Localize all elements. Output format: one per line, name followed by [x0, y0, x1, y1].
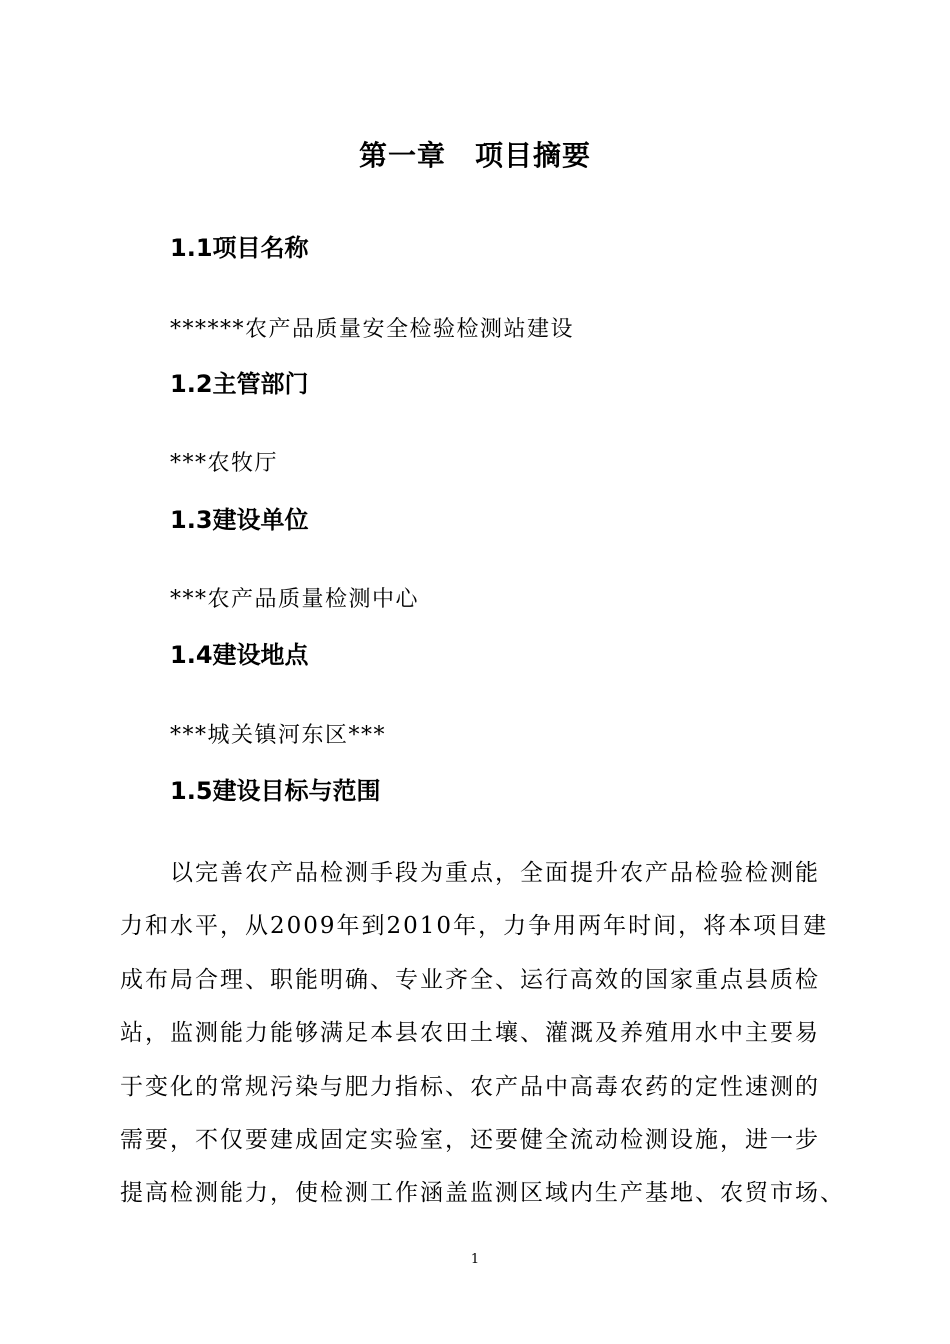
section-heading-location: 1.4建设地点: [170, 641, 309, 669]
paragraph-line: 站，监测能力能够满足本县农田土壤、灌溉及养殖用水中主要易: [120, 1020, 820, 1046]
paragraph-line: 力和水平，从2009年到2010年，力争用两年时间，将本项目建: [120, 913, 829, 939]
section-heading-goals-scope: 1.5建设目标与范围: [170, 777, 381, 805]
paragraph-line: 成布局合理、职能明确、专业齐全、运行高效的国家重点县质检: [120, 967, 820, 993]
chapter-title: 第一章 项目摘要: [358, 139, 591, 172]
paragraph-line: 需要，不仅要建成固定实验室，还要健全流动检测设施，进一步: [120, 1127, 820, 1153]
paragraph-line: 提高检测能力，使检测工作涵盖监测区域内生产基地、农贸市场、: [120, 1180, 845, 1206]
location-value: ***城关镇河东区***: [170, 723, 387, 748]
construction-unit-value: ***农产品质量检测中心: [170, 587, 420, 612]
section-heading-project-name: 1.1项目名称: [170, 234, 309, 262]
project-name-value: ******农产品质量安全检验检测站建设: [170, 317, 575, 342]
page-number: 1: [470, 1252, 480, 1267]
section-heading-construction-unit: 1.3建设单位: [170, 506, 309, 534]
department-value: ***农牧厅: [170, 451, 279, 476]
paragraph-line: 以完善农产品检测手段为重点，全面提升农产品检验检测能: [170, 860, 820, 886]
section-heading-department: 1.2主管部门: [170, 370, 309, 398]
paragraph-line: 于变化的常规污染与肥力指标、农产品中高毒农药的定性速测的: [120, 1074, 820, 1100]
